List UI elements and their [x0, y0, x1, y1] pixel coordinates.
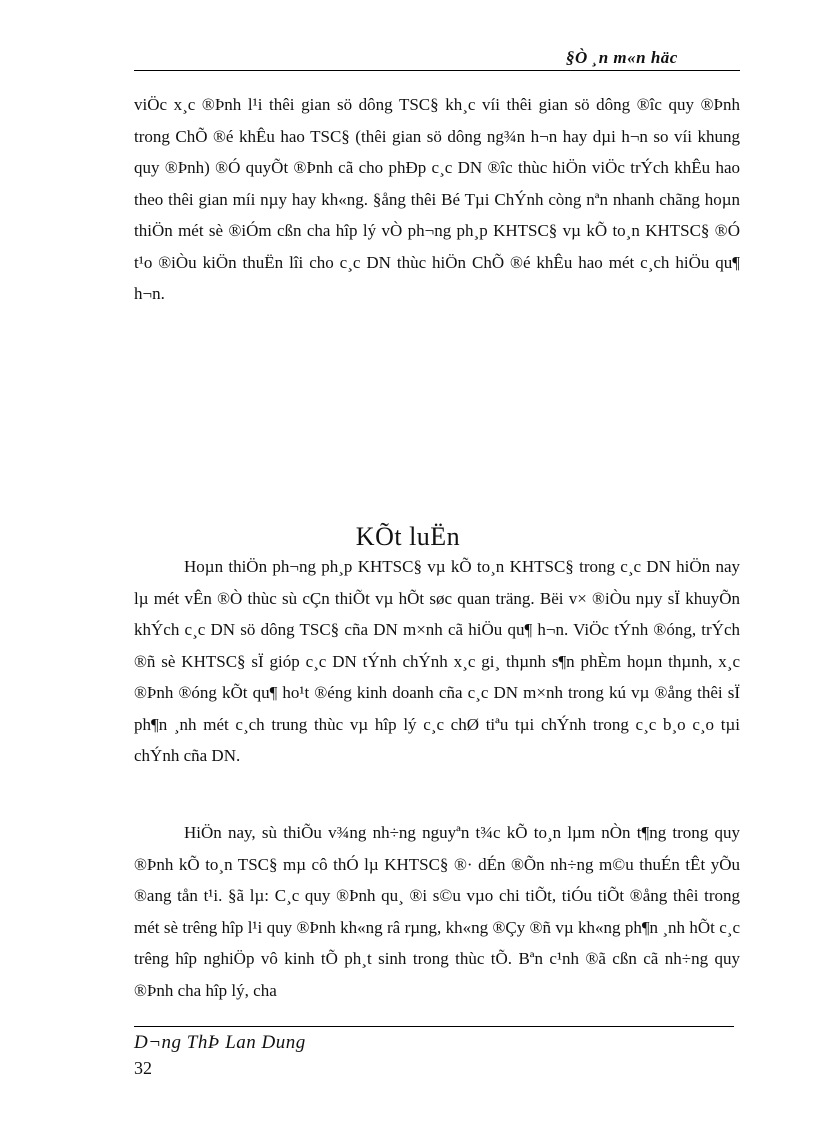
- conclusion-paragraph-1: Hoµn thiÖn ph¬ng ph¸p KHTSC§ vµ kÕ to¸n KHTSC§ trong c¸c DN hiÖn nay lµ mét vÊn ®Ò thùc sù cÇn thiÕt vµ hÕt søc quan träng. Bëi v× ®iÒu nµy sÏ khuyÕn khÝch c¸c DN sö dông TSC§ cña DN m×nh cã hiÖu qu¶ h¬n. ViÖc tÝnh ®óng, trÝch ®ñ sè KHTSC§ sÏ gióp c¸c DN tÝnh chÝnh x¸c gi¸ thµnh s¶n phÈm hoµn thµnh, x¸c ®Þnh ®óng kÕt qu¶ ho¹t ®éng kinh doanh cña c¸c DN m×nh trong kú vµ ®ång thêi sÏ ph¶n ¸nh mét c¸ch trung thùc vµ hîp lý c¸c chØ tiªu tµi chÝnh trong c¸c b¸o c¸o tµi chÝnh cña DN.: [134, 557, 740, 765]
- footer-rule: [134, 1026, 734, 1027]
- header-title: §Ò ¸n m«n häc: [566, 48, 678, 67]
- page-number: 32: [134, 1058, 152, 1078]
- conclusion-paragraph-2-block: [134, 817, 740, 1006]
- footer-author: D¬ng ThÞ Lan Dung: [134, 1032, 306, 1053]
- intro-paragraph-block: [134, 89, 740, 310]
- header-rule: [134, 70, 740, 71]
- conclusion-paragraph-2: HiÖn nay, sù thiÕu v¾ng nh÷ng nguyªn t¾c kÕ to¸n lµm nÒn t¶ng trong quy ®Þnh kÕ to¸n TSC§ mµ cô thÓ lµ KHTSC§ ®· dÉn ®Õn nh÷ng m©u thuÉn tÊt yÕu ®ang tån t¹i. §ã lµ: C¸c quy ®Þnh qu¸ ®i s©u vµo chi tiÕt, tiÓu tiÕt ®ång thêi trong mét sè trêng hîp l¹i quy ®Þnh kh«ng râ rµng, kh«ng ®Çy ®ñ vµ kh«ng ph¶n ¸nh hÕt c¸c trêng hîp nghiÖp vô kinh tÕ ph¸t sinh trong thùc tÕ. Bªn c¹nh ®ã cßn cã nh÷ng quy ®Þnh cha hîp lý, cha: [134, 823, 740, 1000]
- section-heading: KÕt luËn: [355, 521, 461, 551]
- intro-paragraph: viÖc x¸c ®Þnh l¹i thêi gian sö dông TSC§ kh¸c víi thêi gian sö dông ®îc quy ®Þnh trong ChÕ ®é khÊu hao TSC§ (thêi gian sö dông ng¾n h¬n hay dµi h¬n so víi khung quy ®Þnh) ®Ó quyÕt ®Þnh cã cho phÐp c¸c DN ®îc thùc hiÖn viÖc trÝch khÊu hao theo thêi gian míi nµy hay kh«ng. §ång thêi Bé Tµi ChÝnh còng nªn nhanh chãng hoµn thiÖn mét sè ®iÓm cßn cha hîp lý vÒ ph¬ng ph¸p KHTSC§ vµ kÕ to¸n KHTSC§ ®Ó t¹o ®iÒu kiÖn thuËn lîi cho c¸c DN thùc hiÖn ChÕ ®é khÊu hao mét c¸ch hiÖu qu¶ h¬n.: [134, 95, 740, 303]
- conclusion-paragraph-1-block: [134, 551, 740, 772]
